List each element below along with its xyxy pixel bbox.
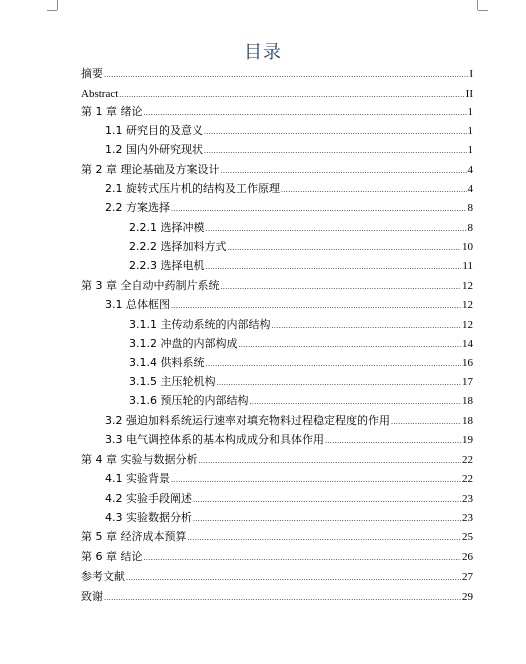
toc-page-number: 22 — [462, 454, 473, 466]
toc-dot-leader — [250, 394, 462, 410]
toc-dot-leader — [204, 124, 467, 140]
toc-page-number: 18 — [462, 395, 473, 407]
toc-entry[interactable] — [81, 529, 473, 545]
toc-entry-title: 2.2.1 选择冲模 — [129, 221, 205, 234]
toc-page-number: 22 — [462, 473, 473, 485]
toc-page-number: 14 — [462, 338, 473, 350]
toc-entry[interactable] — [81, 589, 473, 605]
toc-entry[interactable] — [81, 278, 473, 294]
toc-entry[interactable] — [129, 239, 473, 255]
toc-entry[interactable] — [105, 471, 473, 487]
toc-dot-leader — [325, 433, 461, 449]
toc-entry-title: 第 4 章 实验与数据分析 — [81, 453, 198, 466]
toc-dot-leader — [199, 453, 462, 469]
toc-page-number: 1 — [467, 144, 473, 156]
toc-page-number: II — [465, 88, 473, 100]
toc-page-number: 1 — [467, 106, 473, 118]
toc-dot-leader — [171, 201, 467, 217]
toc-page-number: 10 — [462, 241, 473, 253]
toc-page-number: 19 — [462, 434, 473, 446]
toc-page-number: 29 — [462, 591, 473, 603]
toc-entry-title: Abstract — [81, 88, 119, 100]
toc-dot-leader — [104, 590, 461, 606]
toc-dot-leader — [119, 87, 464, 103]
toc-page-number: 4 — [467, 183, 473, 195]
toc-entry-title: 4.3 实验数据分析 — [105, 511, 192, 524]
toc-dot-leader — [144, 550, 462, 566]
toc-dot-leader — [206, 259, 462, 275]
toc-dot-leader — [144, 105, 467, 121]
toc-entry[interactable] — [129, 355, 473, 371]
toc-dot-leader — [206, 356, 462, 372]
toc-page-number: 12 — [462, 299, 473, 311]
toc-dot-leader — [239, 337, 462, 353]
toc-entry[interactable] — [129, 317, 473, 333]
toc-dot-leader — [272, 318, 462, 334]
toc-entry-title: 第 6 章 结论 — [81, 550, 143, 563]
toc-page-number: 12 — [462, 280, 473, 292]
toc-page-number: 18 — [462, 415, 473, 427]
toc-entry-title: 3.1.1 主传动系统的内部结构 — [129, 318, 271, 331]
toc-entry-title: 第 3 章 全自动中药制片系统 — [81, 279, 220, 292]
toc-entry[interactable] — [81, 66, 473, 82]
toc-entry[interactable] — [129, 220, 473, 236]
toc-entry[interactable] — [105, 491, 473, 507]
toc-title: 目录 — [244, 42, 282, 63]
toc-dot-leader — [126, 570, 461, 586]
toc-page-number: 23 — [462, 512, 473, 524]
toc-entry-title: 2.2.2 选择加料方式 — [129, 240, 227, 253]
toc-dot-leader — [221, 163, 467, 179]
toc-entry-title: 致谢 — [81, 590, 103, 603]
toc-page-number: 26 — [462, 551, 473, 563]
toc-entry-title: 4.1 实验背景 — [105, 472, 170, 485]
toc-dot-leader — [104, 67, 468, 83]
toc-entry[interactable] — [81, 104, 473, 120]
toc-dot-leader — [204, 143, 467, 159]
toc-dot-leader — [171, 298, 461, 314]
toc-dot-leader — [217, 375, 462, 391]
toc-dot-leader — [188, 530, 462, 546]
toc-dot-leader — [193, 492, 461, 508]
toc-dot-leader — [391, 414, 461, 430]
toc-entry[interactable] — [129, 374, 473, 390]
toc-dot-leader — [228, 240, 462, 256]
toc-entry[interactable] — [105, 297, 473, 313]
toc-entry-title: 2.1 旋转式压片机的结构及工作原理 — [105, 182, 280, 195]
toc-entry-title: 1.2 国内外研究现状 — [105, 143, 203, 156]
toc-entry-title: 1.1 研究目的及意义 — [105, 124, 203, 137]
toc-entry-title: 2.2.3 选择电机 — [129, 259, 205, 272]
toc-entry-title: 3.3 电气调控体系的基本构成成分和具体作用 — [105, 433, 324, 446]
toc-entry[interactable] — [105, 200, 473, 216]
toc-entry[interactable] — [105, 181, 473, 197]
toc-dot-leader — [281, 182, 467, 198]
toc-entry[interactable] — [81, 452, 473, 468]
toc-dot-leader — [193, 511, 461, 527]
toc-page-number: 25 — [462, 531, 473, 543]
toc-entry-title: 第 5 章 经济成本预算 — [81, 530, 187, 543]
toc-dot-leader — [171, 472, 461, 488]
toc-entry-title: 3.1.4 供料系统 — [129, 356, 205, 369]
toc-page-number: 11 — [462, 260, 473, 272]
toc-page-number: 8 — [467, 202, 473, 214]
toc-page-number: 16 — [462, 357, 473, 369]
toc-entry-title: 3.1.2 冲盘的内部构成 — [129, 337, 238, 350]
toc-entry[interactable] — [105, 123, 473, 139]
toc-entry[interactable] — [81, 162, 473, 178]
toc-entry-title: 2.2 方案选择 — [105, 201, 170, 214]
toc-entry-title: 3.1.5 主压轮机构 — [129, 375, 216, 388]
toc-entry-title: 参考文献 — [81, 570, 125, 583]
toc-page-number: 23 — [462, 493, 473, 505]
toc-entry-title: 3.1 总体框图 — [105, 298, 170, 311]
toc-entry[interactable] — [129, 258, 473, 274]
toc-entry[interactable] — [105, 142, 473, 158]
toc-entry-title: 第 2 章 理论基础及方案设计 — [81, 163, 220, 176]
toc-entry[interactable] — [105, 432, 473, 448]
toc-page-number: 27 — [462, 571, 473, 583]
toc-entry[interactable] — [81, 569, 473, 585]
toc-entry-title: 3.2 强迫加料系统运行速率对填充物料过程稳定程度的作用 — [105, 414, 390, 427]
toc-page-number: 4 — [467, 164, 473, 176]
toc-entry-title: 3.1.6 预压轮的内部结构 — [129, 394, 249, 407]
toc-entry-title: 第 1 章 绪论 — [81, 105, 143, 118]
toc-entry-title: 摘要 — [81, 67, 103, 80]
toc-entry[interactable] — [129, 393, 473, 409]
toc-entry[interactable] — [81, 86, 473, 102]
toc-dot-leader — [206, 221, 467, 237]
toc-entry[interactable] — [105, 413, 473, 429]
toc-page-number: 1 — [467, 125, 473, 137]
toc-dot-leader — [221, 279, 462, 295]
toc-page-number: I — [469, 68, 473, 80]
toc-page-number: 17 — [462, 376, 473, 388]
toc-entry[interactable] — [81, 549, 473, 565]
toc-page-number: 8 — [467, 222, 473, 234]
toc-entry-title: 4.2 实验手段阐述 — [105, 492, 192, 505]
toc-entry[interactable] — [129, 336, 473, 352]
toc-entry[interactable] — [105, 510, 473, 526]
toc-page-number: 12 — [462, 319, 473, 331]
